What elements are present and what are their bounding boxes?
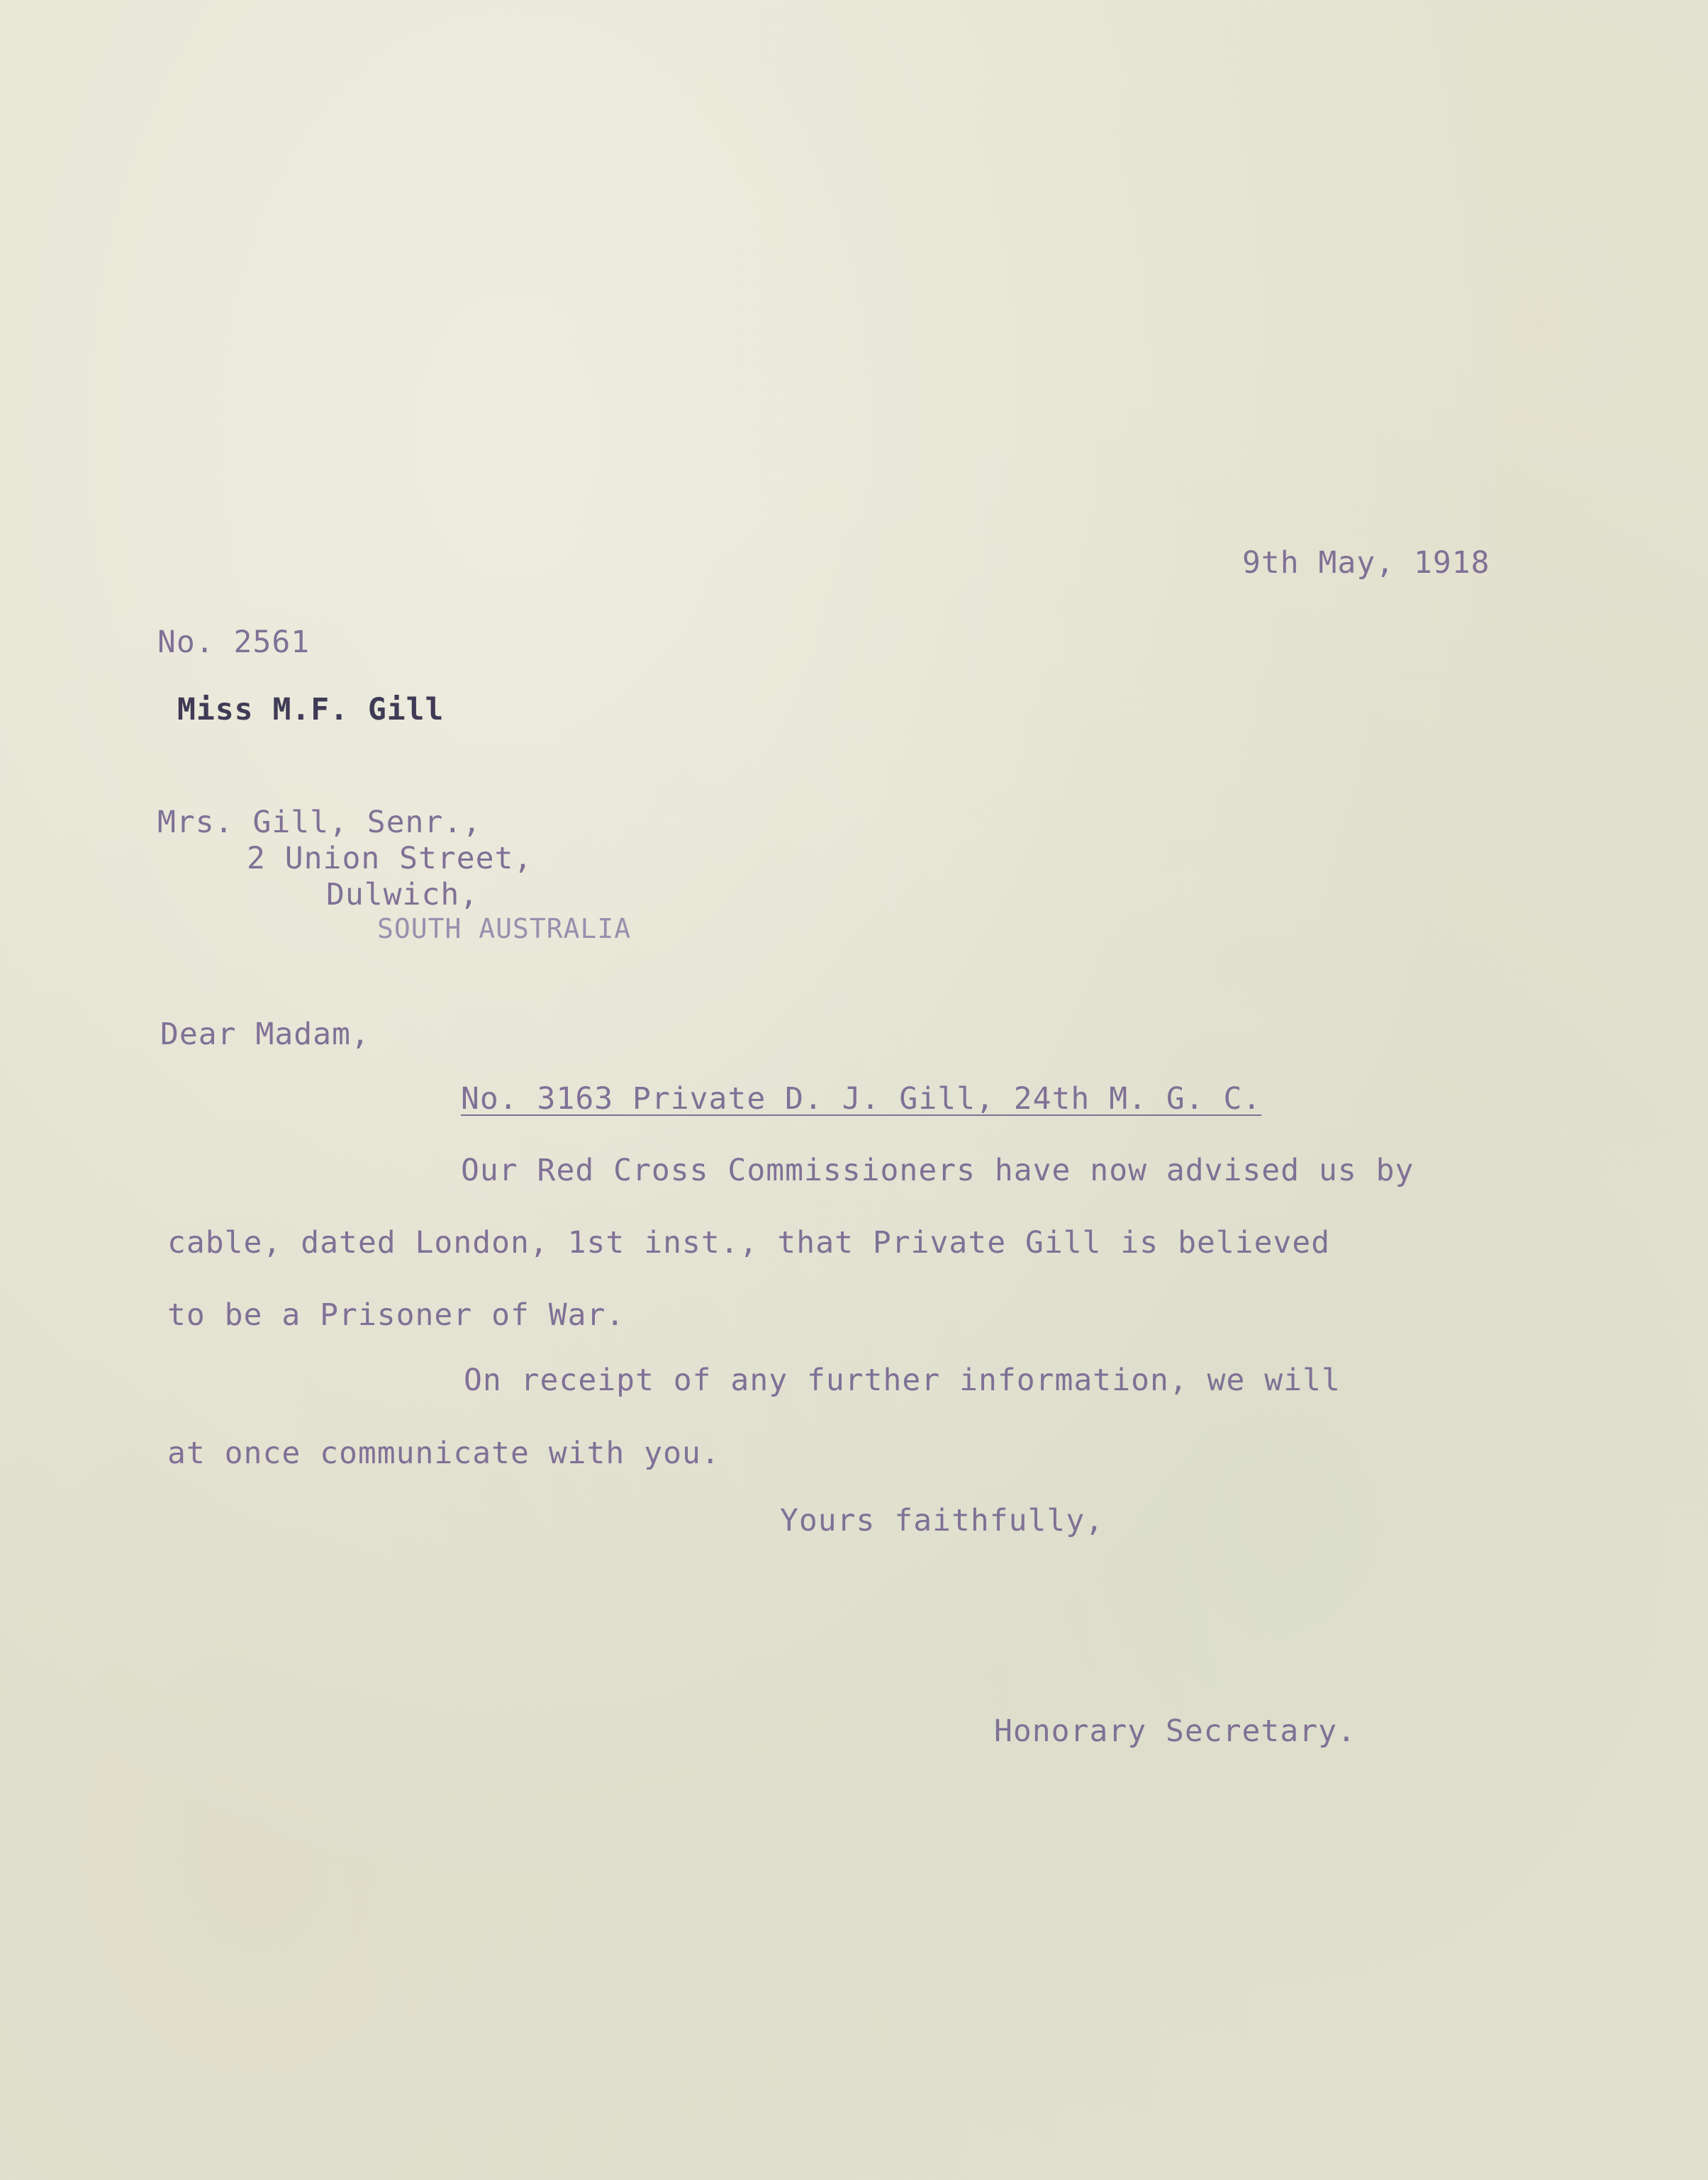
body-paragraph-2-line-1: On receipt of any further information, we will <box>464 1363 1341 1398</box>
salutation: Dear Madam, <box>160 1017 370 1052</box>
file-name: Miss M.F. Gill <box>177 692 445 727</box>
address-line-4: SOUTH AUSTRALIA <box>377 913 632 944</box>
body-paragraph-1-line-3: to be a Prisoner of War. <box>167 1297 625 1333</box>
address-line-3: Dulwich, <box>326 877 479 912</box>
letter-date: 9th May, 1918 <box>1242 545 1490 581</box>
body-paragraph-1-line-2: cable, dated London, 1st inst., that Private Gill is believed <box>167 1225 1331 1261</box>
signatory-title: Honorary Secretary. <box>994 1714 1356 1749</box>
body-paragraph-1-line-1: Our Red Cross Commissioners have now advised us by <box>461 1153 1414 1188</box>
closing: Yours faithfully, <box>780 1503 1105 1538</box>
address-line-2: 2 Union Street, <box>247 841 533 876</box>
subject-line: No. 3163 Private D. J. Gill, 24th M. G. C. <box>461 1081 1262 1117</box>
reference-number: No. 2561 <box>157 625 311 660</box>
body-paragraph-2-line-2: at once communicate with you. <box>167 1436 720 1471</box>
address-line-1: Mrs. Gill, Senr., <box>157 805 482 840</box>
